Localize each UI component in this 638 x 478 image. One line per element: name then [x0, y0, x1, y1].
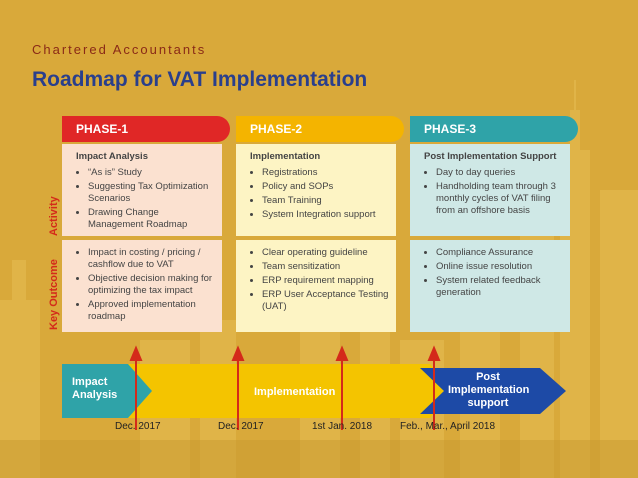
- marker-head-2: [233, 348, 243, 360]
- list-item: • ERP requirement mapping: [262, 275, 390, 287]
- date-label: Feb., Mar., April 2018: [400, 421, 496, 432]
- list-item: • Team sensitization: [262, 261, 390, 273]
- flow-implementation-label: Implementation: [254, 386, 336, 398]
- list-item: • Suggesting Tax Optimization Scenarios: [88, 181, 216, 205]
- list-item: • Objective decision making for optimizing the tax impact: [88, 273, 216, 297]
- list-item: • Approved implementation roadmap: [88, 299, 216, 323]
- header-subtitle: Chartered Accountants: [32, 42, 207, 57]
- flow-impact-analysis-label: Impact Analysis: [72, 376, 118, 401]
- list-item: • Policy and SOPs: [262, 181, 390, 193]
- list-item: • Team Training: [262, 195, 390, 207]
- list-item: • “As is” Study: [88, 167, 216, 179]
- list-item: • System Integration support: [262, 209, 390, 221]
- list-item: • Online issue resolution: [436, 261, 564, 273]
- list-item: • System related feedback generation: [436, 275, 564, 299]
- list-item: • ERP User Acceptance Testing (UAT): [262, 289, 390, 313]
- list-item: • Handholding team through 3 monthly cycles of VAT filing from an offshore basis: [436, 181, 564, 217]
- page-title: Roadmap for VAT Implementation: [32, 68, 368, 91]
- phase-3-activity-heading: Post Implementation Support: [424, 151, 557, 162]
- phase-2-activity-heading: Implementation: [250, 151, 321, 162]
- list-item: • Clear operating guideline: [262, 247, 390, 259]
- date-label: Dec. 2017: [115, 421, 161, 432]
- date-label: Dec. 2017: [218, 421, 264, 432]
- phase-3-tab: PHASE-3: [410, 116, 578, 142]
- list-item: • Compliance Assurance: [436, 247, 564, 259]
- marker-head-4: [429, 348, 439, 360]
- phase-1-activity-heading: Impact Analysis: [76, 151, 148, 162]
- list-item: • Drawing Change Management Roadmap: [88, 207, 216, 231]
- marker-head-1: [131, 348, 141, 360]
- marker-head-3: [337, 348, 347, 360]
- date-label: 1st Jan. 2018: [312, 421, 373, 432]
- key-outcome-label: Key Outcome: [48, 259, 60, 330]
- flow-post-implementation-label: Post Implementation support: [448, 371, 530, 409]
- list-item: • Impact in costing / pricing / cashflow due to VAT: [88, 247, 216, 271]
- list-item: • Day to day queries: [436, 167, 564, 179]
- phase-2-tab: PHASE-2: [236, 116, 404, 142]
- list-item: • Registrations: [262, 167, 390, 179]
- activity-label: Activity: [48, 196, 60, 236]
- phase-1-tab: PHASE-1: [62, 116, 230, 142]
